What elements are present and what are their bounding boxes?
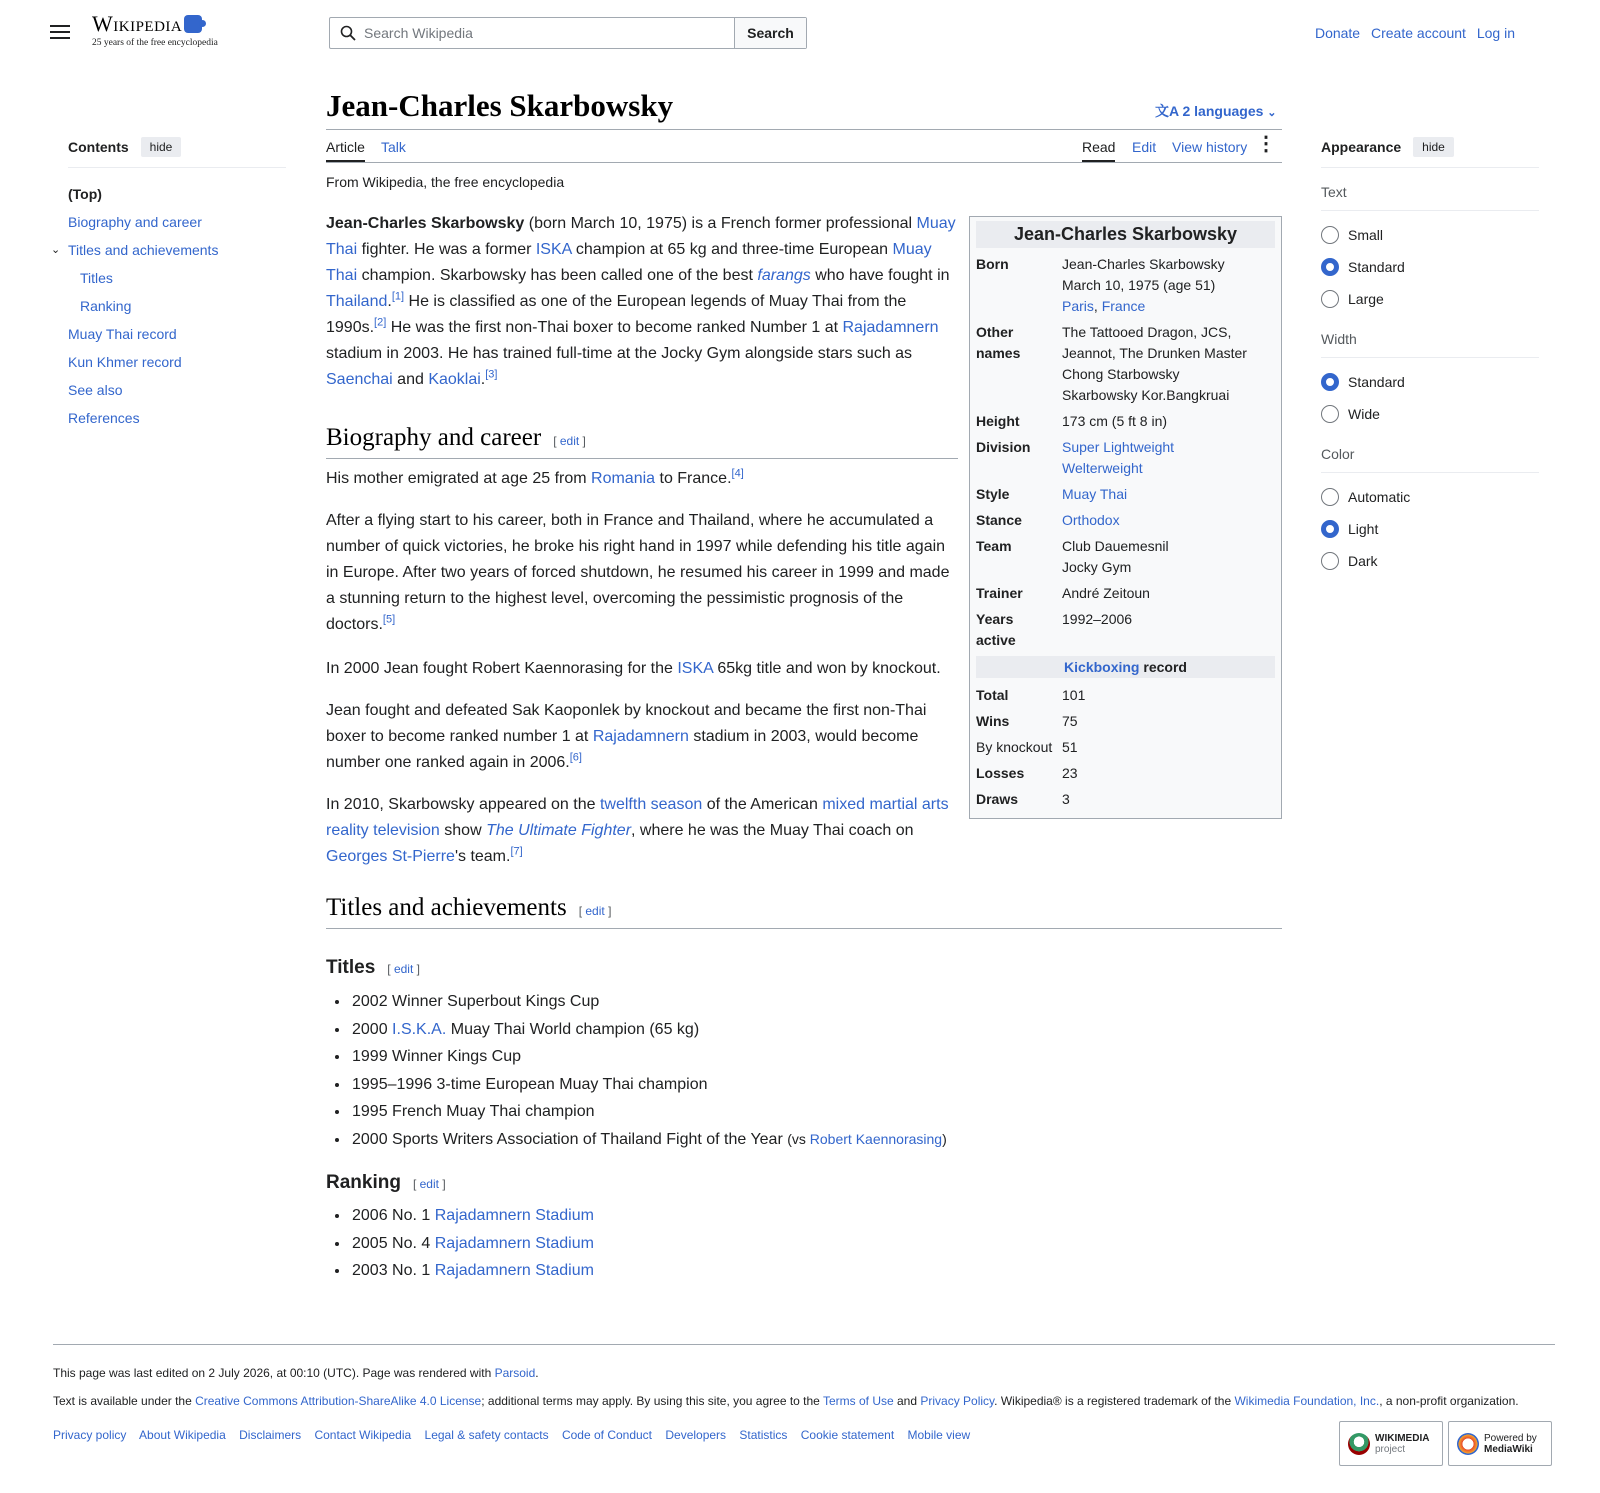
footer-link[interactable]: Statistics [739, 1428, 788, 1442]
infobox-label: By knockout [976, 739, 1053, 755]
tab-talk[interactable]: Talk [381, 139, 406, 155]
infobox-value: 173 cm (5 ft 8 in) [1062, 413, 1168, 429]
infobox-value: Chong Starbowsky [1062, 366, 1180, 382]
infobox-label: Total [976, 687, 1009, 703]
badge-text: WIKIMEDIA [1375, 1432, 1430, 1444]
bio-paragraph-3: In 2000 Jean fought Robert Kaennorasing for the ISKA 65kg title and won by knockout. [326, 660, 941, 677]
infobox-value: Jocky Gym [1062, 559, 1132, 575]
infobox-value: 1992–2006 [1062, 611, 1133, 627]
radio-width-standard[interactable]: Standard [1321, 366, 1539, 398]
search-icon [340, 25, 356, 41]
list-item: • 2000 Sports Writers Association of Thailand Fight of the Year (vs Robert Kaennorasing) [350, 1126, 947, 1154]
footer-license: Text is available under the Creative Commons Attribution-ShareAlike 4.0 License; additional terms may apply. By using this site, you agree to the Terms of Use and Privacy Policy. Wikipedia® is a registered trademark of the Wikimedia Foundation, Inc., a non-profit organization. [53, 1394, 1519, 1408]
appearance-panel [1321, 137, 1539, 577]
link-ultimate-fighter[interactable]: The Ultimate Fighter [486, 822, 632, 839]
search-form [329, 17, 807, 49]
radio-icon [1321, 488, 1339, 506]
puzzle-globe-icon [184, 15, 202, 33]
infobox-label: Height [976, 413, 1020, 429]
radio-icon [1321, 373, 1339, 391]
badge-text: project [1375, 1443, 1406, 1455]
color-label: Color [1321, 446, 1539, 473]
footer-link[interactable]: Mobile view [907, 1428, 971, 1442]
width-label: Width [1321, 331, 1539, 358]
link-muay-thai[interactable]: Muay Thai [326, 215, 956, 258]
log-in-link[interactable]: Log in [1476, 25, 1515, 41]
radio-text-standard[interactable]: Standard [1321, 251, 1539, 283]
ranking-list [350, 1202, 594, 1285]
infobox-value: The Tattooed Dragon, JCS, [1062, 324, 1232, 340]
mediawiki-logo-icon [1457, 1433, 1479, 1455]
text-size-label: Text [1321, 184, 1539, 211]
infobox-value: 101 [1062, 687, 1086, 703]
toc-item-biography[interactable]: Biography and career [68, 214, 202, 230]
powered-by-mediawiki-badge[interactable] [1448, 1421, 1552, 1466]
footer-last-edited: This page was last edited on 2 July 2026, at 00:10 (UTC). Page was rendered with Parsoid. [53, 1366, 539, 1380]
section-heading-titles-achievements: Titles and achievements [ edit ] [326, 894, 1282, 929]
radio-color-dark[interactable]: Dark [1321, 545, 1539, 577]
link-muay-thai[interactable]: Muay Thai [326, 241, 932, 284]
link-privacy-policy[interactable]: Privacy Policy [920, 1394, 995, 1408]
subsection-heading-titles: Titles [ edit ] [326, 957, 420, 978]
subsection-heading-ranking: Ranking [ edit ] [326, 1172, 446, 1193]
link-rajadamnern[interactable]: Rajadamnern [842, 319, 939, 336]
list-item: • 2005 No. 4 Rajadamnern Stadium [350, 1230, 594, 1258]
infobox-label: Draws [976, 791, 1019, 807]
link-parsoid[interactable]: Parsoid [494, 1366, 536, 1380]
chevron-down-icon: ⌄ [1267, 107, 1277, 119]
search-button[interactable]: Search [734, 18, 806, 48]
link-cc-license[interactable]: Creative Commons Attribution-ShareAlike 4.0 License [195, 1394, 482, 1408]
donate-link[interactable]: Donate [1314, 25, 1361, 41]
footer-link[interactable]: Developers [665, 1428, 727, 1442]
link-paris[interactable]: Paris [1062, 298, 1094, 314]
list-item: • 1999 Winner Kings Cup [350, 1043, 947, 1071]
infobox-value: 51 [1062, 739, 1078, 755]
radio-icon [1321, 520, 1339, 538]
link-rajadamnern[interactable]: Rajadamnern [592, 728, 689, 745]
edit-link[interactable]: edit [559, 434, 580, 448]
toc-hide-button[interactable]: hide [141, 137, 182, 157]
infobox-value: 75 [1062, 713, 1078, 729]
logo-wordmark: Wikipedia [92, 11, 183, 36]
infobox: Jean-Charles Skarbowsky Born Jean-Charles Skarbowsky March 10, 1975 (age 51) Paris, France Other names The Tattooed Dragon, JCS, Jeannot, The Drunken Master Chong Starbowsky Skarbowsky Kor.Bangkruai Height 173 cm (5 ft 8 in) Division Super Lightweight Welterweight Style Muay Thai Stance Orthodox Team Club Dauemesnil Jocky Gym Trainer André Zeitoun Years active 1992–2006 Kickboxing record Total 101 Wins 75 By knockout 51 Losses 23 Draws 3 [969, 216, 1282, 819]
titles-list [350, 988, 947, 1153]
language-count: 2 languages [1182, 103, 1264, 119]
footer-link[interactable]: Cookie statement [800, 1428, 895, 1442]
list-item: • 1995–1996 3-time European Muay Thai champion [350, 1071, 947, 1099]
wikimedia-project-badge[interactable] [1339, 1421, 1443, 1466]
toc-item-muay-thai-record[interactable]: Muay Thai record [68, 326, 177, 342]
site-subtitle: From Wikipedia, the free encyclopedia [326, 174, 565, 190]
radio-text-small[interactable]: Small [1321, 219, 1539, 251]
footer-link[interactable]: Disclaimers [239, 1428, 302, 1442]
link-thailand[interactable]: Thailand [326, 293, 388, 310]
link-romania[interactable]: Romania [591, 470, 656, 487]
toc-item-ranking[interactable]: Ranking [80, 298, 132, 314]
tab-read[interactable]: Read [1082, 139, 1115, 162]
link-kaoklai[interactable]: Kaoklai [428, 371, 481, 388]
link-georges-st-pierre[interactable]: Georges St-Pierre [326, 848, 455, 865]
chevron-down-icon[interactable]: ⌄ [51, 244, 61, 256]
radio-icon [1321, 405, 1339, 423]
footer-link[interactable]: About Wikipedia [139, 1428, 226, 1442]
link-rajadamnern-stadium[interactable]: Rajadamnern Stadium [434, 1234, 594, 1252]
link-muay-thai[interactable]: Muay Thai [1062, 486, 1128, 502]
infobox-label: names [976, 345, 1021, 361]
footer-links [53, 1428, 970, 1442]
infobox-section-record: Kickboxing record [976, 656, 1275, 678]
page-tabs [326, 133, 1282, 163]
toc-title: Contents [68, 139, 129, 155]
bio-paragraph-2: After a flying start to his career, both in France and Thailand, where he accumulated a number of quick victories, he broke his right hand in 1997 while defending his title again in Europe. After two years of forced shutdown, he resumed his career in 1999 and made a stunning return to the highest level, overcoming the pessimistic prognosis of the doctors.[5] [326, 512, 950, 633]
edit-link[interactable]: edit [585, 904, 605, 918]
link-orthodox[interactable]: Orthodox [1062, 512, 1120, 528]
list-item: • 1995 French Muay Thai champion [350, 1098, 947, 1126]
list-item: • 2003 No. 1 Rajadamnern Stadium [350, 1257, 594, 1285]
link-mma-reality-tv[interactable]: mixed martial arts reality television [326, 796, 949, 839]
link-france[interactable]: France [1101, 298, 1146, 314]
page-title: Jean-Charles Skarbowsky [326, 88, 674, 123]
footer-link[interactable]: Code of Conduct [561, 1428, 653, 1442]
radio-width-wide[interactable]: Wide [1321, 398, 1539, 430]
search-input[interactable] [364, 25, 704, 41]
radio-icon [1321, 226, 1339, 244]
footer-link[interactable]: Privacy policy [53, 1428, 127, 1442]
radio-icon [1321, 290, 1339, 308]
appearance-title: Appearance [1321, 139, 1402, 155]
edit-link[interactable]: edit [419, 1177, 439, 1191]
link-iska[interactable]: ISKA [535, 241, 572, 258]
toc-item-titles[interactable]: Titles [80, 270, 113, 286]
infobox-value: 3 [1062, 791, 1070, 807]
bio-paragraph-1: His mother emigrated at age 25 from Romania to France.[4] [326, 467, 744, 487]
tab-article[interactable]: Article [326, 139, 365, 162]
infobox-value: Club Dauemesnil [1062, 538, 1169, 554]
radio-icon [1321, 552, 1339, 570]
create-account-link[interactable]: Create account [1371, 25, 1466, 41]
infobox-label: Other [976, 324, 1014, 340]
toc-item-see-also[interactable]: See also [68, 382, 123, 398]
footer-link[interactable]: Legal & safety contacts [424, 1428, 549, 1442]
infobox-label: Wins [976, 713, 1010, 729]
language-button[interactable] [1155, 101, 1277, 121]
appearance-hide-button[interactable]: hide [1413, 137, 1454, 157]
edit-link[interactable]: edit [393, 962, 414, 976]
link-robert-kaennorasing[interactable]: Robert Kaennorasing [809, 1130, 943, 1147]
infobox-label: Years [976, 611, 1014, 627]
main-menu-button[interactable] [50, 22, 70, 40]
infobox-value: André Zeitoun [1062, 585, 1150, 601]
infobox-label: Team [976, 538, 1012, 554]
list-item: • 2006 No. 1 Rajadamnern Stadium [350, 1202, 594, 1230]
infobox-value: Skarbowsky Kor.Bangkruai [1062, 387, 1230, 403]
more-tools-icon[interactable]: ⋮ [1256, 133, 1276, 155]
infobox-value: 23 [1062, 765, 1078, 781]
link-super-lightweight[interactable]: Super Lightweight [1062, 439, 1175, 455]
link-rajadamnern-stadium[interactable]: Rajadamnern Stadium [434, 1207, 594, 1224]
infobox-title: Jean-Charles Skarbowsky [976, 221, 1275, 248]
toc-item-titles-achievements[interactable]: Titles and achievements [68, 242, 219, 258]
link-wikimedia-foundation[interactable]: Wikimedia Foundation, Inc. [1234, 1394, 1380, 1408]
user-links [1308, 25, 1515, 41]
toc-item-references[interactable]: References [68, 410, 140, 426]
link-twelfth-season[interactable]: twelfth season [599, 796, 703, 813]
link-saenchai[interactable]: Saenchai [326, 371, 393, 388]
list-item: • 2000 I.S.K.A. Muay Thai World champion (65 kg) [350, 1016, 947, 1044]
infobox-label: Losses [976, 765, 1025, 781]
link-farangs[interactable]: farangs [757, 267, 811, 284]
lead-paragraph: Jean-Charles Skarbowsky (born March 10, 1975) is a French former professional Muay Thai fighter. He was a former ISKA champion at 65 kg and three-time European Muay Thai champion. Skarbowsky has been called one of the best farangs who have fought in Thailand.[1] He is classified as one of the European legends of Muay Thai from the 1990s.[2] He was the first non-Thai boxer to become ranked Number 1 at Rajadamnern stadium in 2003. He has trained full-time at the Jocky Gym alongside stars such as Saenchai and Kaoklai.[3] [326, 215, 956, 388]
bio-paragraph-5: In 2010, Skarbowsky appeared on the twelfth season of the American mixed martial arts reality television show The Ultimate Fighter, where he was the Muay Thai coach on Georges St-Pierre's team.[7] [326, 796, 949, 865]
wikimedia-logo-icon [1348, 1433, 1370, 1455]
infobox-label: Style [976, 486, 1010, 502]
link-welterweight[interactable]: Welterweight [1062, 460, 1143, 476]
link-terms-of-use[interactable]: Terms of Use [822, 1394, 894, 1408]
table-of-contents [51, 137, 286, 432]
list-item: • 2002 Winner Superbout Kings Cup [350, 988, 947, 1016]
infobox-label: Division [976, 439, 1031, 455]
link-iska[interactable]: ISKA [677, 660, 713, 677]
infobox-label: Trainer [976, 585, 1023, 601]
radio-color-light[interactable]: Light [1321, 513, 1539, 545]
logo-tagline: 25 years of the free encyclopedia [92, 38, 218, 48]
infobox-label: Stance [976, 512, 1022, 528]
infobox-value: March 10, 1975 (age 51) [1062, 277, 1216, 293]
link-rajadamnern-stadium[interactable]: Rajadamnern Stadium [434, 1262, 594, 1279]
section-heading-biography: Biography and career [ edit ] [326, 424, 958, 459]
tab-view-history[interactable]: View history [1172, 139, 1248, 155]
link-iska[interactable]: I.S.K.A. [392, 1020, 447, 1038]
translate-icon: 文A [1155, 103, 1179, 119]
tab-edit[interactable]: Edit [1132, 139, 1157, 155]
infobox-label: active [976, 632, 1016, 648]
infobox-value: Jeannot, The Drunken Master [1062, 345, 1247, 361]
link-kickboxing[interactable]: Kickboxing [1064, 659, 1140, 675]
radio-text-large[interactable]: Large [1321, 283, 1539, 315]
footer-link[interactable]: Contact Wikipedia [314, 1428, 412, 1442]
infobox-label: Born [976, 256, 1009, 272]
wikipedia-logo[interactable] [92, 11, 218, 48]
badge-text: MediaWiki [1484, 1443, 1533, 1455]
infobox-value: Jean-Charles Skarbowsky [1062, 256, 1225, 272]
badge-text: Powered by [1484, 1432, 1537, 1444]
bio-paragraph-4: Jean fought and defeated Sak Kaoponlek by knockout and became the first non-Thai boxer to become ranked number 1 at Rajadamnern stadium in 2003, would become number one ranked again in 2006.[6] [326, 702, 927, 771]
radio-color-automatic[interactable]: Automatic [1321, 481, 1539, 513]
toc-item-top[interactable]: (Top) [68, 186, 102, 202]
toc-item-kun-khmer-record[interactable]: Kun Khmer record [68, 354, 182, 370]
radio-icon [1321, 258, 1339, 276]
